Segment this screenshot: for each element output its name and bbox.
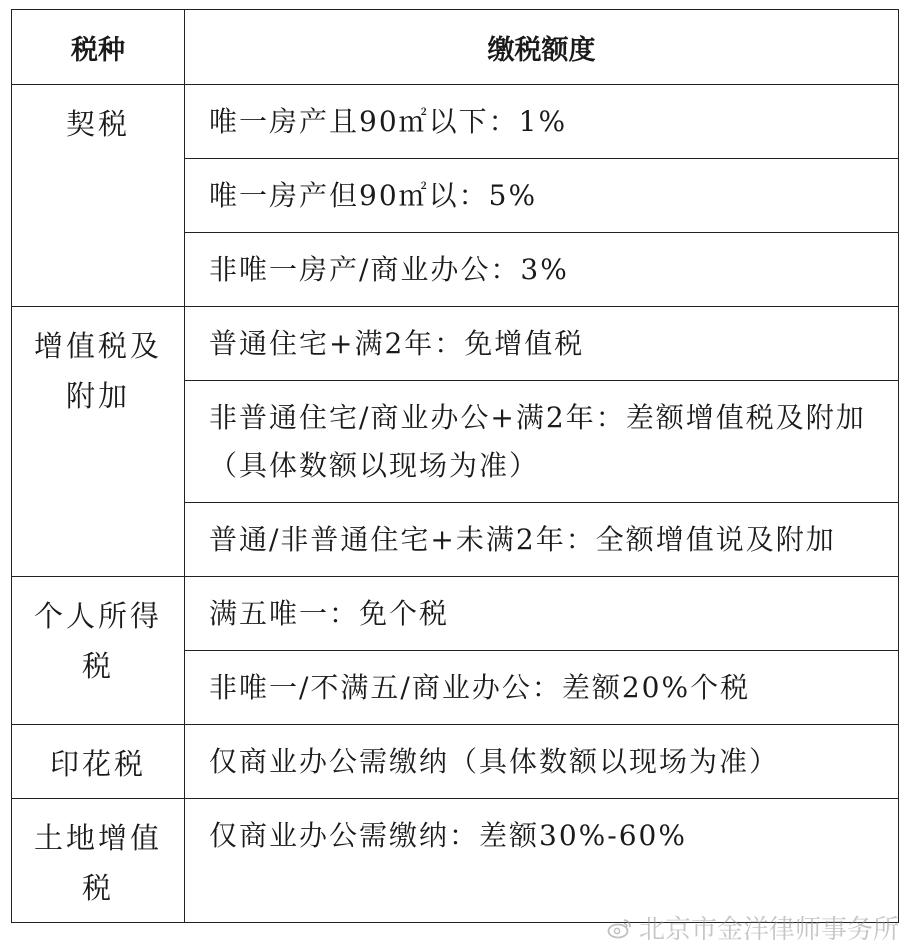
table-row [12, 799, 899, 923]
tax-amount-cell: 唯一房产但90㎡以：5% [185, 159, 899, 233]
tax-type-cell: 契税 [12, 85, 185, 307]
tax-type-cell: 土地增值税 [12, 799, 185, 923]
tax-type-cell: 印花税 [12, 725, 185, 799]
tax-amount-cell: 非唯一房产/商业办公：3% [185, 233, 899, 307]
table-row [12, 725, 899, 799]
tax-amount-cell: 唯一房产且90㎡以下：1% [185, 85, 899, 159]
header-tax-amount: 缴税额度 [185, 10, 899, 85]
table-row [12, 577, 899, 651]
table-row [12, 307, 899, 381]
tax-amount-cell: 普通/非普通住宅+未满2年：全额增值说及附加 [185, 503, 899, 577]
header-tax-type: 税种 [12, 10, 185, 85]
tax-amount-cell: 非普通住宅/商业办公+满2年：差额增值税及附加（具体数额以现场为准） [185, 381, 899, 503]
header-row [12, 10, 899, 85]
tax-amount-cell: 仅商业办公需缴纳：差额30%-60% [185, 799, 899, 923]
tax-type-cell: 增值税及附加 [12, 307, 185, 577]
table-row [12, 85, 899, 159]
tax-amount-cell: 满五唯一：免个税 [185, 577, 899, 651]
watermark [607, 909, 899, 946]
watermark-text: 北京市金洋律师事务所 [638, 915, 899, 945]
weibo-icon [607, 917, 633, 939]
tax-amount-cell: 仅商业办公需缴纳（具体数额以现场为准） [185, 725, 899, 799]
tax-amount-cell: 非唯一/不满五/商业办公：差额20%个税 [185, 651, 899, 725]
tax-type-cell: 个人所得税 [12, 577, 185, 725]
tax-amount-cell: 普通住宅+满2年：免增值税 [185, 307, 899, 381]
tax-table [11, 9, 899, 923]
